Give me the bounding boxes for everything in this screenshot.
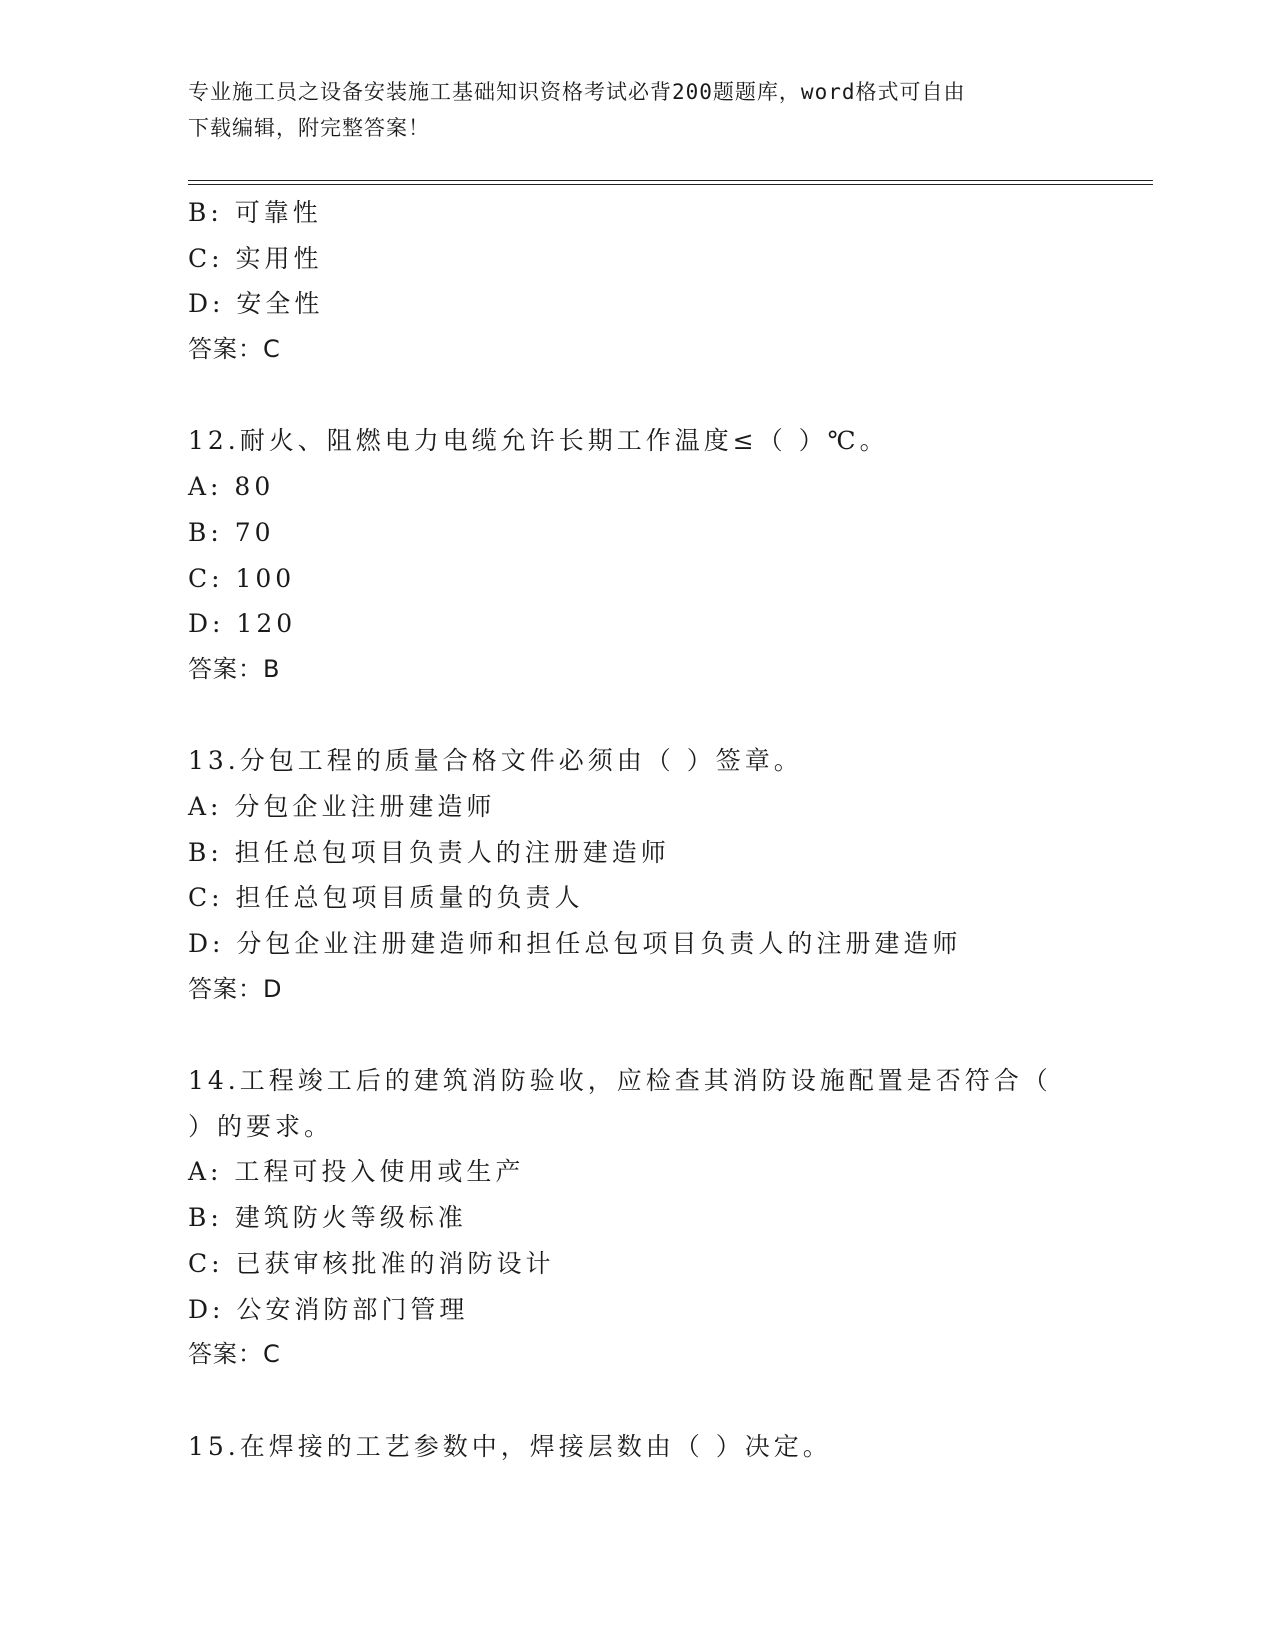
q13-question: 13.分包工程的质量合格文件必须由（ ）签章。 [188, 746, 803, 776]
q13-answer: 答案：D [188, 974, 283, 1003]
q14-question-line-1: 14.工程竣工后的建筑消防验收，应检查其消防设施配置是否符合（ [188, 1066, 1052, 1096]
q14-option-a: A: 工程可投入使用或生产 [188, 1157, 525, 1187]
question-spacer [188, 1012, 1148, 1058]
q11-option-d: D: 安全性 [188, 289, 324, 319]
question-spacer [188, 373, 1148, 419]
q14-option-b: B: 建筑防火等级标准 [188, 1203, 467, 1233]
question-list [188, 190, 1148, 1469]
q11-option-c: C: 实用性 [188, 243, 323, 273]
q14-option-c: C: 已获审核批准的消防设计 [188, 1248, 555, 1278]
document-header [188, 74, 1088, 146]
q12-option-b: B: 70 [188, 517, 275, 547]
question-spacer [188, 693, 1148, 739]
q12-question: 12.耐火、阻燃电力电缆允许长期工作温度≤（ ）℃。 [188, 426, 889, 456]
header-title-line-2: 下载编辑，附完整答案！ [188, 116, 430, 140]
q11-answer: 答案：C [188, 335, 281, 364]
q14-question-line-2: ）的要求。 [188, 1111, 334, 1141]
header-divider-top [188, 180, 1153, 181]
q12-option-d: D: 120 [188, 609, 297, 639]
question-spacer [188, 1378, 1148, 1424]
q15-question: 15.在焊接的工艺参数中，焊接层数由（ ）决定。 [188, 1431, 832, 1461]
q12-option-a: A: 80 [188, 472, 275, 502]
q11-option-b: B: 可靠性 [188, 198, 322, 227]
q13-option-d: D: 分包企业注册建造师和担任总包项目负责人的注册建造师 [188, 929, 962, 958]
header-divider-bottom [188, 184, 1153, 185]
q13-option-b: B: 担任总包项目负责人的注册建造师 [188, 837, 670, 867]
q14-answer: 答案：C [188, 1340, 281, 1369]
q13-option-a: A: 分包企业注册建造师 [188, 791, 496, 821]
q14-option-d: D: 公安消防部门管理 [188, 1294, 469, 1324]
q12-option-c: C: 100 [188, 563, 296, 593]
q12-answer: 答案：B [188, 654, 281, 683]
q13-option-c: C: 担任总包项目质量的负责人 [188, 883, 584, 913]
header-title-line-1: 专业施工员之设备安装施工基础知识资格考试必背200题题库，word格式可自由 [188, 80, 966, 104]
